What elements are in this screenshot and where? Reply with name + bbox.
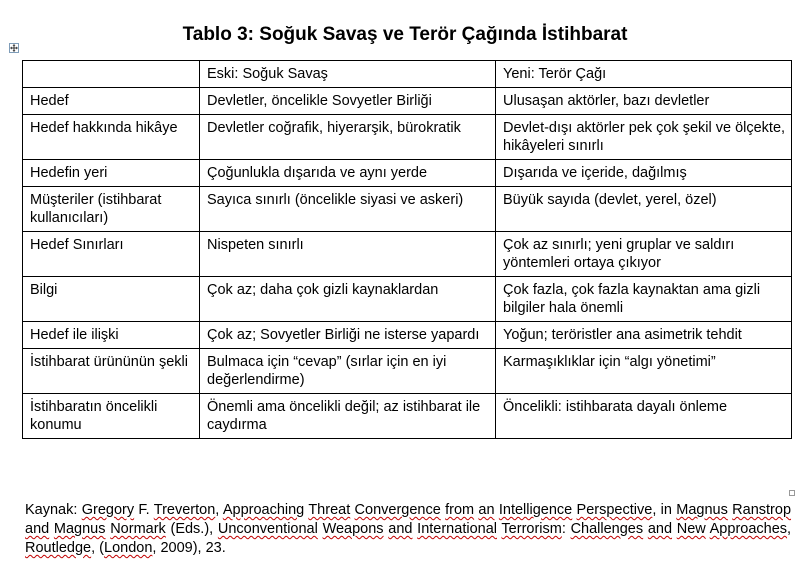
table-row bbox=[23, 322, 792, 349]
spellcheck-word: Gregory bbox=[81, 502, 135, 518]
spellcheck-word: Challenges bbox=[570, 521, 644, 537]
spellcheck-word: an bbox=[478, 502, 495, 518]
row-label-cell[interactable]: Hedef ile ilişki bbox=[23, 322, 200, 349]
citation-text: , in bbox=[652, 502, 677, 518]
table-cell[interactable]: Çok az; Sovyetler Birliği ne isterse yapardı bbox=[200, 322, 496, 349]
spellcheck-word: Intelligence bbox=[498, 502, 573, 518]
comparison-table bbox=[22, 60, 792, 439]
table-cell[interactable]: Nispeten sınırlı bbox=[200, 232, 496, 277]
table-cell[interactable]: Önemli ama öncelikli değil; az istihbarat ile caydırma bbox=[200, 394, 496, 439]
header-cell[interactable]: Yeni: Terör Çağı bbox=[496, 61, 792, 88]
spellcheck-word: Approaching bbox=[222, 502, 305, 518]
citation-text: (Eds.), bbox=[165, 521, 218, 537]
spellcheck-word: Perspective bbox=[576, 502, 653, 518]
row-label-cell[interactable]: Hedef hakkında hikâye bbox=[23, 115, 200, 160]
table-cell[interactable]: Öncelikli: istihbarata dayalı önleme bbox=[496, 394, 792, 439]
row-label-cell[interactable]: Müşteriler (istihbarat kullanıcıları) bbox=[23, 187, 200, 232]
spellcheck-word: and bbox=[25, 521, 50, 537]
spellcheck-word: Ranstrop bbox=[732, 502, 792, 518]
citation-text: , 2009), 23. bbox=[152, 540, 226, 556]
move-arrows-icon bbox=[10, 44, 18, 52]
row-label-cell[interactable]: Hedef bbox=[23, 88, 200, 115]
spellcheck-word: Weapons bbox=[322, 521, 384, 537]
spellcheck-word: and bbox=[647, 521, 673, 537]
spellcheck-word: Unconventional bbox=[217, 521, 318, 537]
citation-text: F. bbox=[134, 502, 154, 518]
table-row bbox=[23, 187, 792, 232]
table-cell[interactable]: Sayıca sınırlı (öncelikle siyasi ve askeri) bbox=[200, 187, 496, 232]
spellcheck-word: Approaches bbox=[709, 521, 788, 537]
table-row bbox=[23, 349, 792, 394]
table-cell[interactable]: Büyük sayıda (devlet, yerel, özel) bbox=[496, 187, 792, 232]
table-cell[interactable]: Karmaşıklıklar için “algı yönetimi” bbox=[496, 349, 792, 394]
spellcheck-word: Treverton bbox=[153, 502, 216, 518]
table-cell[interactable]: Bulmaca için “cevap” (sırlar için en iyi değerlendirme) bbox=[200, 349, 496, 394]
table-row bbox=[23, 277, 792, 322]
spellcheck-word: London bbox=[104, 540, 153, 556]
spellcheck-word: Terrorism bbox=[501, 521, 562, 537]
table-cell[interactable]: Çok fazla, çok fazla kaynaktan ama gizli bilgiler hala önemli bbox=[496, 277, 792, 322]
citation-text: Kaynak: bbox=[25, 502, 82, 518]
citation-text: , bbox=[787, 521, 792, 537]
table-title: Tablo 3: Soğuk Savaş ve Terör Çağında İstihbarat bbox=[182, 24, 628, 45]
row-label-cell[interactable]: İstihbaratın öncelikli konumu bbox=[23, 394, 200, 439]
table-cell[interactable]: Devletler, öncelikle Sovyetler Birliği bbox=[200, 88, 496, 115]
row-label-cell[interactable]: Hedef Sınırları bbox=[23, 232, 200, 277]
row-label-cell[interactable]: İstihbarat ürününün şekli bbox=[23, 349, 200, 394]
table-move-handle[interactable] bbox=[9, 43, 19, 53]
table-cell[interactable]: Ulusaşan aktörler, bazı devletler bbox=[496, 88, 792, 115]
spellcheck-word: from bbox=[445, 502, 475, 518]
row-label-cell[interactable]: Bilgi bbox=[23, 277, 200, 322]
table-row bbox=[23, 232, 792, 277]
table-cell[interactable]: Çok az sınırlı; yeni gruplar ve saldırı yöntemleri ortaya çıkıyor bbox=[496, 232, 792, 277]
table-cell[interactable]: Devlet-dışı aktörler pek çok şekil ve ölçekte, hikâyeleri sınırlı bbox=[496, 115, 792, 160]
citation-text: , ( bbox=[91, 540, 104, 556]
row-label-cell[interactable]: Hedefin yeri bbox=[23, 160, 200, 187]
table-cell[interactable]: Yoğun; teröristler ana asimetrik tehdit bbox=[496, 322, 792, 349]
spellcheck-word: New bbox=[676, 521, 706, 537]
table-row bbox=[23, 115, 792, 160]
header-cell[interactable] bbox=[23, 61, 200, 88]
citation-text: : bbox=[561, 521, 571, 537]
table-header-row bbox=[23, 61, 792, 88]
spellcheck-word: Convergence bbox=[354, 502, 441, 518]
spellcheck-word: International bbox=[417, 521, 497, 537]
table-cell[interactable]: Devletler coğrafik, hiyerarşik, bürokratik bbox=[200, 115, 496, 160]
table-cell[interactable]: Çok az; daha çok gizli kaynaklardan bbox=[200, 277, 496, 322]
table-cell[interactable]: Çoğunlukla dışarıda ve aynı yerde bbox=[200, 160, 496, 187]
spellcheck-word: Routledge bbox=[25, 540, 92, 556]
citation-text: , bbox=[215, 502, 223, 518]
spellcheck-word: Threat bbox=[308, 502, 351, 518]
table-row bbox=[23, 160, 792, 187]
table-resize-handle[interactable] bbox=[789, 490, 795, 496]
spellcheck-word: Normark bbox=[110, 521, 166, 537]
spellcheck-word: and bbox=[388, 521, 413, 537]
header-cell[interactable]: Eski: Soğuk Savaş bbox=[200, 61, 496, 88]
source-citation bbox=[25, 501, 791, 558]
table-row bbox=[23, 88, 792, 115]
table-cell[interactable]: Dışarıda ve içeride, dağılmış bbox=[496, 160, 792, 187]
spellcheck-word: Magnus bbox=[53, 521, 106, 537]
spellcheck-word: Magnus bbox=[676, 502, 728, 518]
table-row bbox=[23, 394, 792, 439]
